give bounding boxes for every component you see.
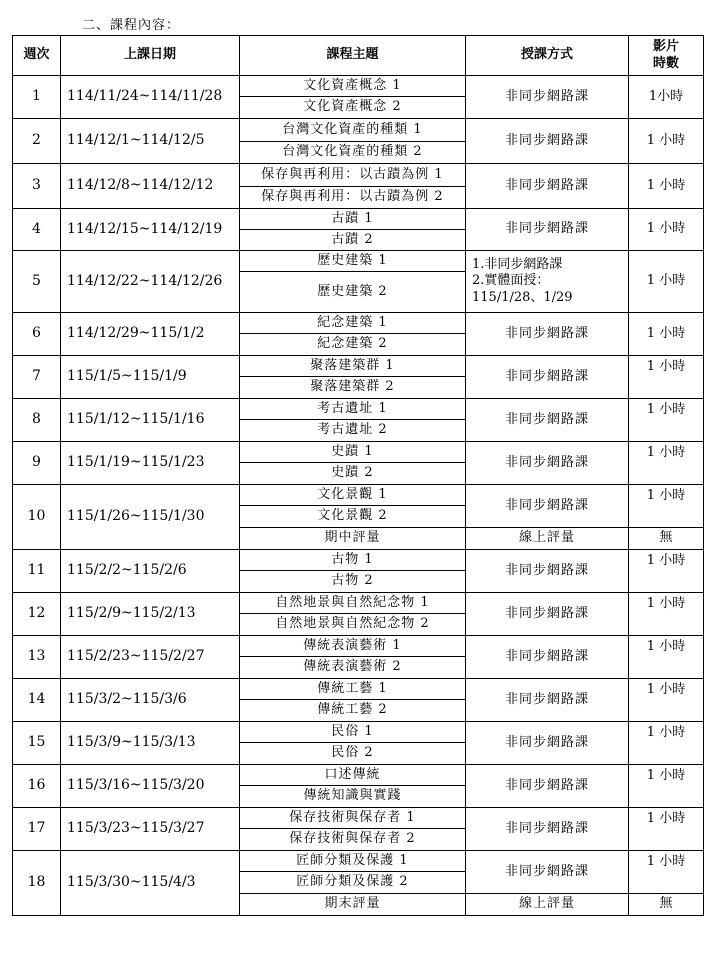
header-video-hours: 影片 時數 (629, 36, 704, 76)
class-date-range: 115/3/16~115/3/20 (61, 765, 240, 808)
week-number: 17 (13, 808, 61, 851)
table-row (13, 808, 704, 829)
header-topic: 課程主題 (240, 36, 466, 76)
course-topic: 文化景觀 1 (240, 485, 466, 506)
video-hours: 1 小時 (629, 765, 704, 808)
course-topic: 歷史建築 2 (240, 272, 466, 313)
teaching-method (466, 251, 629, 313)
course-topic: 保存技術與保存者 1 (240, 808, 466, 829)
class-date-range: 114/12/8~114/12/12 (61, 164, 240, 209)
class-date-range: 115/1/12~115/1/16 (61, 399, 240, 442)
course-topic: 紀念建築 1 (240, 313, 466, 334)
teaching-method: 非同步網路課 (466, 765, 629, 808)
course-schedule-table (12, 35, 704, 916)
class-date-range: 114/12/1~114/12/5 (61, 119, 240, 164)
teaching-method-line: 2.實體面授： (472, 273, 550, 289)
table-row (13, 209, 704, 230)
teaching-method: 非同步網路課 (466, 164, 629, 209)
course-topic: 匠師分類及保護 1 (240, 851, 466, 872)
course-topic: 民俗 2 (240, 743, 466, 765)
class-date-range: 114/11/24~114/11/28 (61, 76, 240, 119)
course-topic: 歷史建築 1 (240, 251, 466, 272)
course-topic: 台灣文化資產的種類 2 (240, 142, 466, 164)
course-topic: 文化景觀 2 (240, 506, 466, 528)
video-hours: 1 小時 (629, 399, 704, 442)
course-topic: 傳統工藝 1 (240, 679, 466, 700)
course-topic: 古蹟 2 (240, 230, 466, 251)
class-date-range: 114/12/29~115/1/2 (61, 313, 240, 356)
video-hours: 1 小時 (629, 808, 704, 851)
week-number: 4 (13, 209, 61, 251)
video-hours: 1 小時 (629, 593, 704, 636)
assessment-topic: 期末評量 (240, 894, 466, 916)
table-row (13, 76, 704, 97)
teaching-method: 非同步網路課 (466, 550, 629, 593)
course-topic: 史蹟 1 (240, 442, 466, 463)
course-topic: 民俗 1 (240, 722, 466, 743)
class-date-range: 115/2/23~115/2/27 (61, 636, 240, 679)
course-topic: 自然地景與自然紀念物 1 (240, 593, 466, 614)
course-topic: 台灣文化資產的種類 1 (240, 119, 466, 142)
course-topic: 保存技術與保存者 2 (240, 829, 466, 851)
video-hours: 1 小時 (629, 313, 704, 356)
teaching-method: 非同步網路課 (466, 636, 629, 679)
table-row (13, 593, 704, 614)
table-row (13, 636, 704, 657)
video-hours: 1 小時 (629, 851, 704, 894)
course-topic: 保存與再利用：以古蹟為例 2 (240, 187, 466, 209)
week-number: 12 (13, 593, 61, 636)
header-row (13, 36, 704, 76)
course-topic: 考古遺址 1 (240, 399, 466, 420)
video-hours: 1 小時 (629, 164, 704, 209)
teaching-method: 非同步網路課 (466, 808, 629, 851)
header-week: 週次 (13, 36, 61, 76)
teaching-method: 非同步網路課 (466, 209, 629, 251)
teaching-method: 非同步網路課 (466, 76, 629, 119)
section-heading: 二、課程內容： (82, 18, 181, 33)
course-topic: 傳統表演藝術 2 (240, 657, 466, 679)
week-number: 18 (13, 851, 61, 916)
week-number: 10 (13, 485, 61, 550)
header-date: 上課日期 (61, 36, 240, 76)
course-topic: 古蹟 1 (240, 209, 466, 230)
class-date-range: 115/2/9~115/2/13 (61, 593, 240, 636)
video-hours: 1 小時 (629, 636, 704, 679)
course-topic: 口述傳統 (240, 765, 466, 786)
course-topic: 古物 1 (240, 550, 466, 571)
teaching-method: 非同步網路課 (466, 593, 629, 636)
week-number: 1 (13, 76, 61, 119)
video-hours: 1 小時 (629, 679, 704, 722)
video-hours: 1 小時 (629, 442, 704, 485)
table-row (13, 313, 704, 334)
teaching-method-line: 1.非同步網路課 (472, 257, 563, 273)
table-row (13, 442, 704, 463)
teaching-method: 非同步網路課 (466, 442, 629, 485)
table-row (13, 356, 704, 377)
week-number: 13 (13, 636, 61, 679)
video-hours: 1 小時 (629, 251, 704, 313)
class-date-range: 115/3/23~115/3/27 (61, 808, 240, 851)
assessment-hours: 無 (629, 894, 704, 916)
assessment-method: 線上評量 (466, 528, 629, 550)
class-date-range: 115/3/30~115/4/3 (61, 851, 240, 916)
course-topic: 文化資產概念 2 (240, 97, 466, 119)
class-date-range: 114/12/15~114/12/19 (61, 209, 240, 251)
week-number: 11 (13, 550, 61, 593)
week-number: 6 (13, 313, 61, 356)
teaching-method: 非同步網路課 (466, 119, 629, 164)
week-number: 3 (13, 164, 61, 209)
class-date-range: 115/3/2~115/3/6 (61, 679, 240, 722)
class-date-range: 114/12/22~114/12/26 (61, 251, 240, 313)
table-row (13, 164, 704, 187)
course-topic: 聚落建築群 2 (240, 377, 466, 399)
table-row (13, 765, 704, 786)
class-date-range: 115/1/5~115/1/9 (61, 356, 240, 399)
table-row (13, 399, 704, 420)
teaching-method: 非同步網路課 (466, 679, 629, 722)
video-hours: 1 小時 (629, 209, 704, 251)
video-hours: 1小時 (629, 76, 704, 119)
table-row (13, 722, 704, 743)
assessment-topic: 期中評量 (240, 528, 466, 550)
video-hours: 1 小時 (629, 722, 704, 765)
class-date-range: 115/3/9~115/3/13 (61, 722, 240, 765)
assessment-hours: 無 (629, 528, 704, 550)
week-number: 9 (13, 442, 61, 485)
teaching-method: 非同步網路課 (466, 356, 629, 399)
course-topic: 文化資產概念 1 (240, 76, 466, 97)
teaching-method-line: 115/1/28、1/29 (472, 289, 573, 305)
course-topic: 匠師分類及保護 2 (240, 872, 466, 894)
class-date-range: 115/1/26~115/1/30 (61, 485, 240, 550)
week-number: 14 (13, 679, 61, 722)
teaching-method: 非同步網路課 (466, 851, 629, 894)
video-hours: 1 小時 (629, 119, 704, 164)
course-topic: 考古遺址 2 (240, 420, 466, 442)
class-date-range: 115/1/19~115/1/23 (61, 442, 240, 485)
course-topic: 傳統知識與實踐 (240, 786, 466, 808)
table-row (13, 119, 704, 142)
week-number: 16 (13, 765, 61, 808)
teaching-method: 非同步網路課 (466, 399, 629, 442)
course-topic: 傳統工藝 2 (240, 700, 466, 722)
course-topic: 史蹟 2 (240, 463, 466, 485)
course-topic: 古物 2 (240, 571, 466, 593)
teaching-method: 非同步網路課 (466, 313, 629, 356)
teaching-method: 非同步網路課 (466, 722, 629, 765)
week-number: 8 (13, 399, 61, 442)
video-hours: 1 小時 (629, 550, 704, 593)
video-hours: 1 小時 (629, 356, 704, 399)
assessment-method: 線上評量 (466, 894, 629, 916)
course-topic: 自然地景與自然紀念物 2 (240, 614, 466, 636)
course-topic: 保存與再利用：以古蹟為例 1 (240, 164, 466, 187)
course-topic: 傳統表演藝術 1 (240, 636, 466, 657)
course-topic: 紀念建築 2 (240, 334, 466, 356)
teaching-method: 非同步網路課 (466, 485, 629, 528)
week-number: 7 (13, 356, 61, 399)
table-row (13, 485, 704, 506)
course-topic: 聚落建築群 1 (240, 356, 466, 377)
table-row (13, 550, 704, 571)
header-method: 授課方式 (466, 36, 629, 76)
table-row (13, 251, 704, 272)
week-number: 5 (13, 251, 61, 313)
video-hours: 1 小時 (629, 485, 704, 528)
week-number: 15 (13, 722, 61, 765)
table-row (13, 851, 704, 872)
table-row (13, 679, 704, 700)
week-number: 2 (13, 119, 61, 164)
class-date-range: 115/2/2~115/2/6 (61, 550, 240, 593)
